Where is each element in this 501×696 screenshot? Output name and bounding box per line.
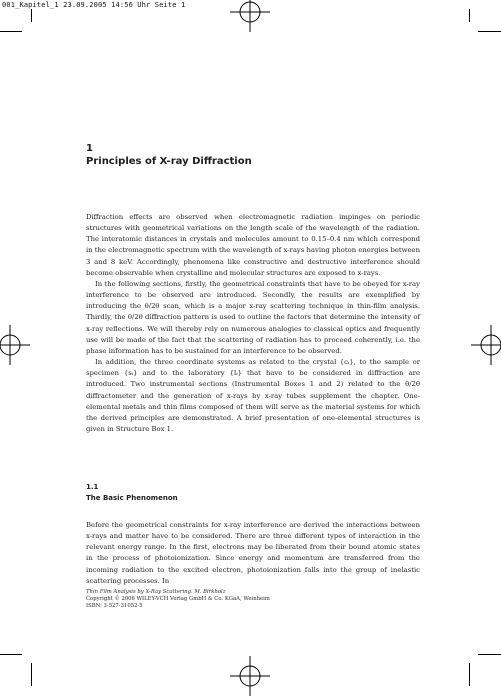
intro-paragraph-1: Diffraction effects are observed when electromagnetic radiation impinges on periodic structures with geometrical variations on the length scale of the wavelength of the radiation. The interatomic distances in crystals and molecules amount to 0.15–0.4 nm which correspond in the electromagnetic spectrum with the wavelength of x-rays having photon energies between 3 and 8 keV. Accordingly, phenomena like constructive and destructive interference should become observable when crystalline and molecular structures are exposed to x-rays. xyxy=(86,213,420,277)
crop-mark-top-right-v xyxy=(469,9,470,22)
section-number: 1.1 xyxy=(86,483,99,491)
intro-paragraph-2: In the following sections, firstly, the geometrical constraints that have to be obeyed for x-ray interference to be observed are introduced. Secondly, the results are exemplified by introducing the θ/2θ scan, which is a major x-ray scattering technique in thin-film analysis. Thirdly, the θ/2θ diffraction pattern is used to outline the factors that determine the intensity of x-ray reflections. We will thereby rely on numerous analogies to classical optics and frequently use will be made of the fact that the scattering of radiation has to proceed coherently, i.e. the phase information has to be sustained for an interference to be observed. xyxy=(86,279,420,355)
section-text xyxy=(86,520,420,587)
section-title: The Basic Phenomenon xyxy=(86,494,178,502)
book-citation: Thin Film Analysis by X-Ray Scattering. M. Birkholz xyxy=(86,589,226,595)
copyright-line: Copyright © 2006 WILEY-VCH Verlag GmbH & Co. KGaA, Weinheim xyxy=(86,596,270,603)
chapter-number: 1 xyxy=(86,143,93,154)
registration-mark-top xyxy=(230,0,270,32)
crop-mark-bottom-left-v xyxy=(31,663,32,686)
section-paragraph-1: Before the geometrical constraints for x-ray interference are derived the interactions between x-rays and matter have to be considered. There are three different types of interaction in the relevant energy range. In the first, electrons may be liberated from their bound atomic states in the process of photoionization. Since energy and momentum are transferred from the incoming radiation to the excited electron, photoionization falls into the group of inelastic scattering processes. In xyxy=(86,521,420,585)
crop-mark-top-left-h xyxy=(0,31,22,32)
crop-mark-bottom-left-h xyxy=(0,654,22,655)
intro-text xyxy=(86,212,420,435)
isbn-line: ISBN: 3-527-31052-5 xyxy=(86,603,143,610)
registration-mark-bottom xyxy=(230,656,270,696)
crop-mark-bottom-right-h xyxy=(478,654,501,655)
crop-mark-top-left-v xyxy=(31,9,32,22)
chapter-title: Principles of X-ray Diffraction xyxy=(86,156,252,167)
intro-paragraph-3: In addition, the three coordinate systems as related to the crystal {cᵢ}, to the sample or specimen {sᵢ} and to the laboratory {lᵢ} that have to be considered in diffraction are introduced. Two instrumental sections (Instrumental Boxes 1 and 2) related to the θ/2θ diffractometer and the generation of x-rays by x-ray tubes supplement the chapter. One-elemental metals and thin films composed of them will serve as the material systems for which the derived principles are demonstrated. A brief presentation of one-elemental structures is given in Structure Box 1. xyxy=(86,358,420,433)
crop-mark-top-right-h xyxy=(478,31,501,32)
registration-mark-left xyxy=(0,325,30,365)
print-slug-line: 001_Kapitel_1 23.09.2005 14:56 Uhr Seite 1 xyxy=(2,1,186,9)
crop-mark-bottom-right-v xyxy=(469,663,470,686)
registration-mark-right xyxy=(471,325,501,365)
copyright-footer xyxy=(86,589,270,611)
